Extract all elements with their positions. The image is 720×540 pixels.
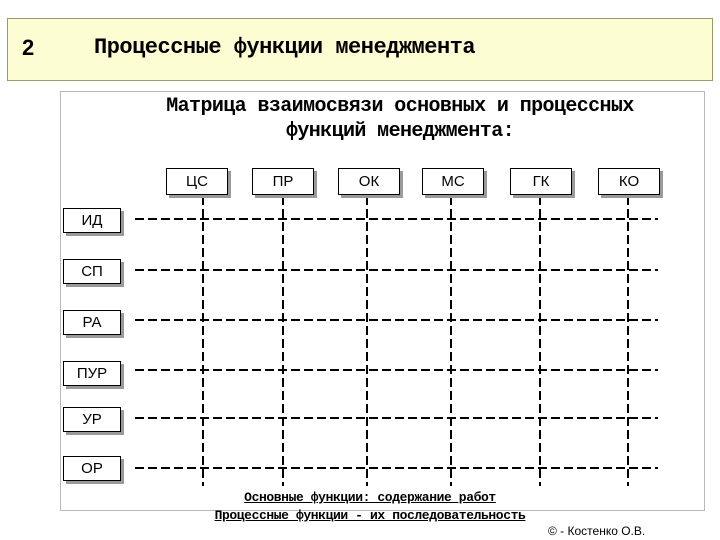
column-header-3: ОК [338,168,400,195]
note-basic-functions: Основные функции: содержание работ [244,490,496,505]
column-header-5: ГК [510,168,572,195]
column-header-1: ЦС [166,168,228,195]
column-header-6: КО [598,168,660,195]
row-header-2: СП [63,259,121,284]
row-header-3: РА [63,310,121,335]
row-header-6: ОР [63,456,121,481]
row-header-4: ПУР [63,361,121,386]
note-process-functions: Процессные функции - их последовательность [214,508,526,523]
matrix-title-line2: функций менеджмента: [285,120,515,143]
column-header-4: МС [422,168,484,195]
column-header-2: ПР [252,168,314,195]
row-header-1: ИД [63,208,121,233]
row-header-5: УР [63,407,121,432]
matrix-title-line1: Матрица взаимосвязи основных и процессных [166,95,634,118]
slide-number: 2 [22,35,35,60]
copyright: © - Костенко О.В. [548,524,646,538]
slide-title: Процессные функции менеджмента [94,35,476,60]
